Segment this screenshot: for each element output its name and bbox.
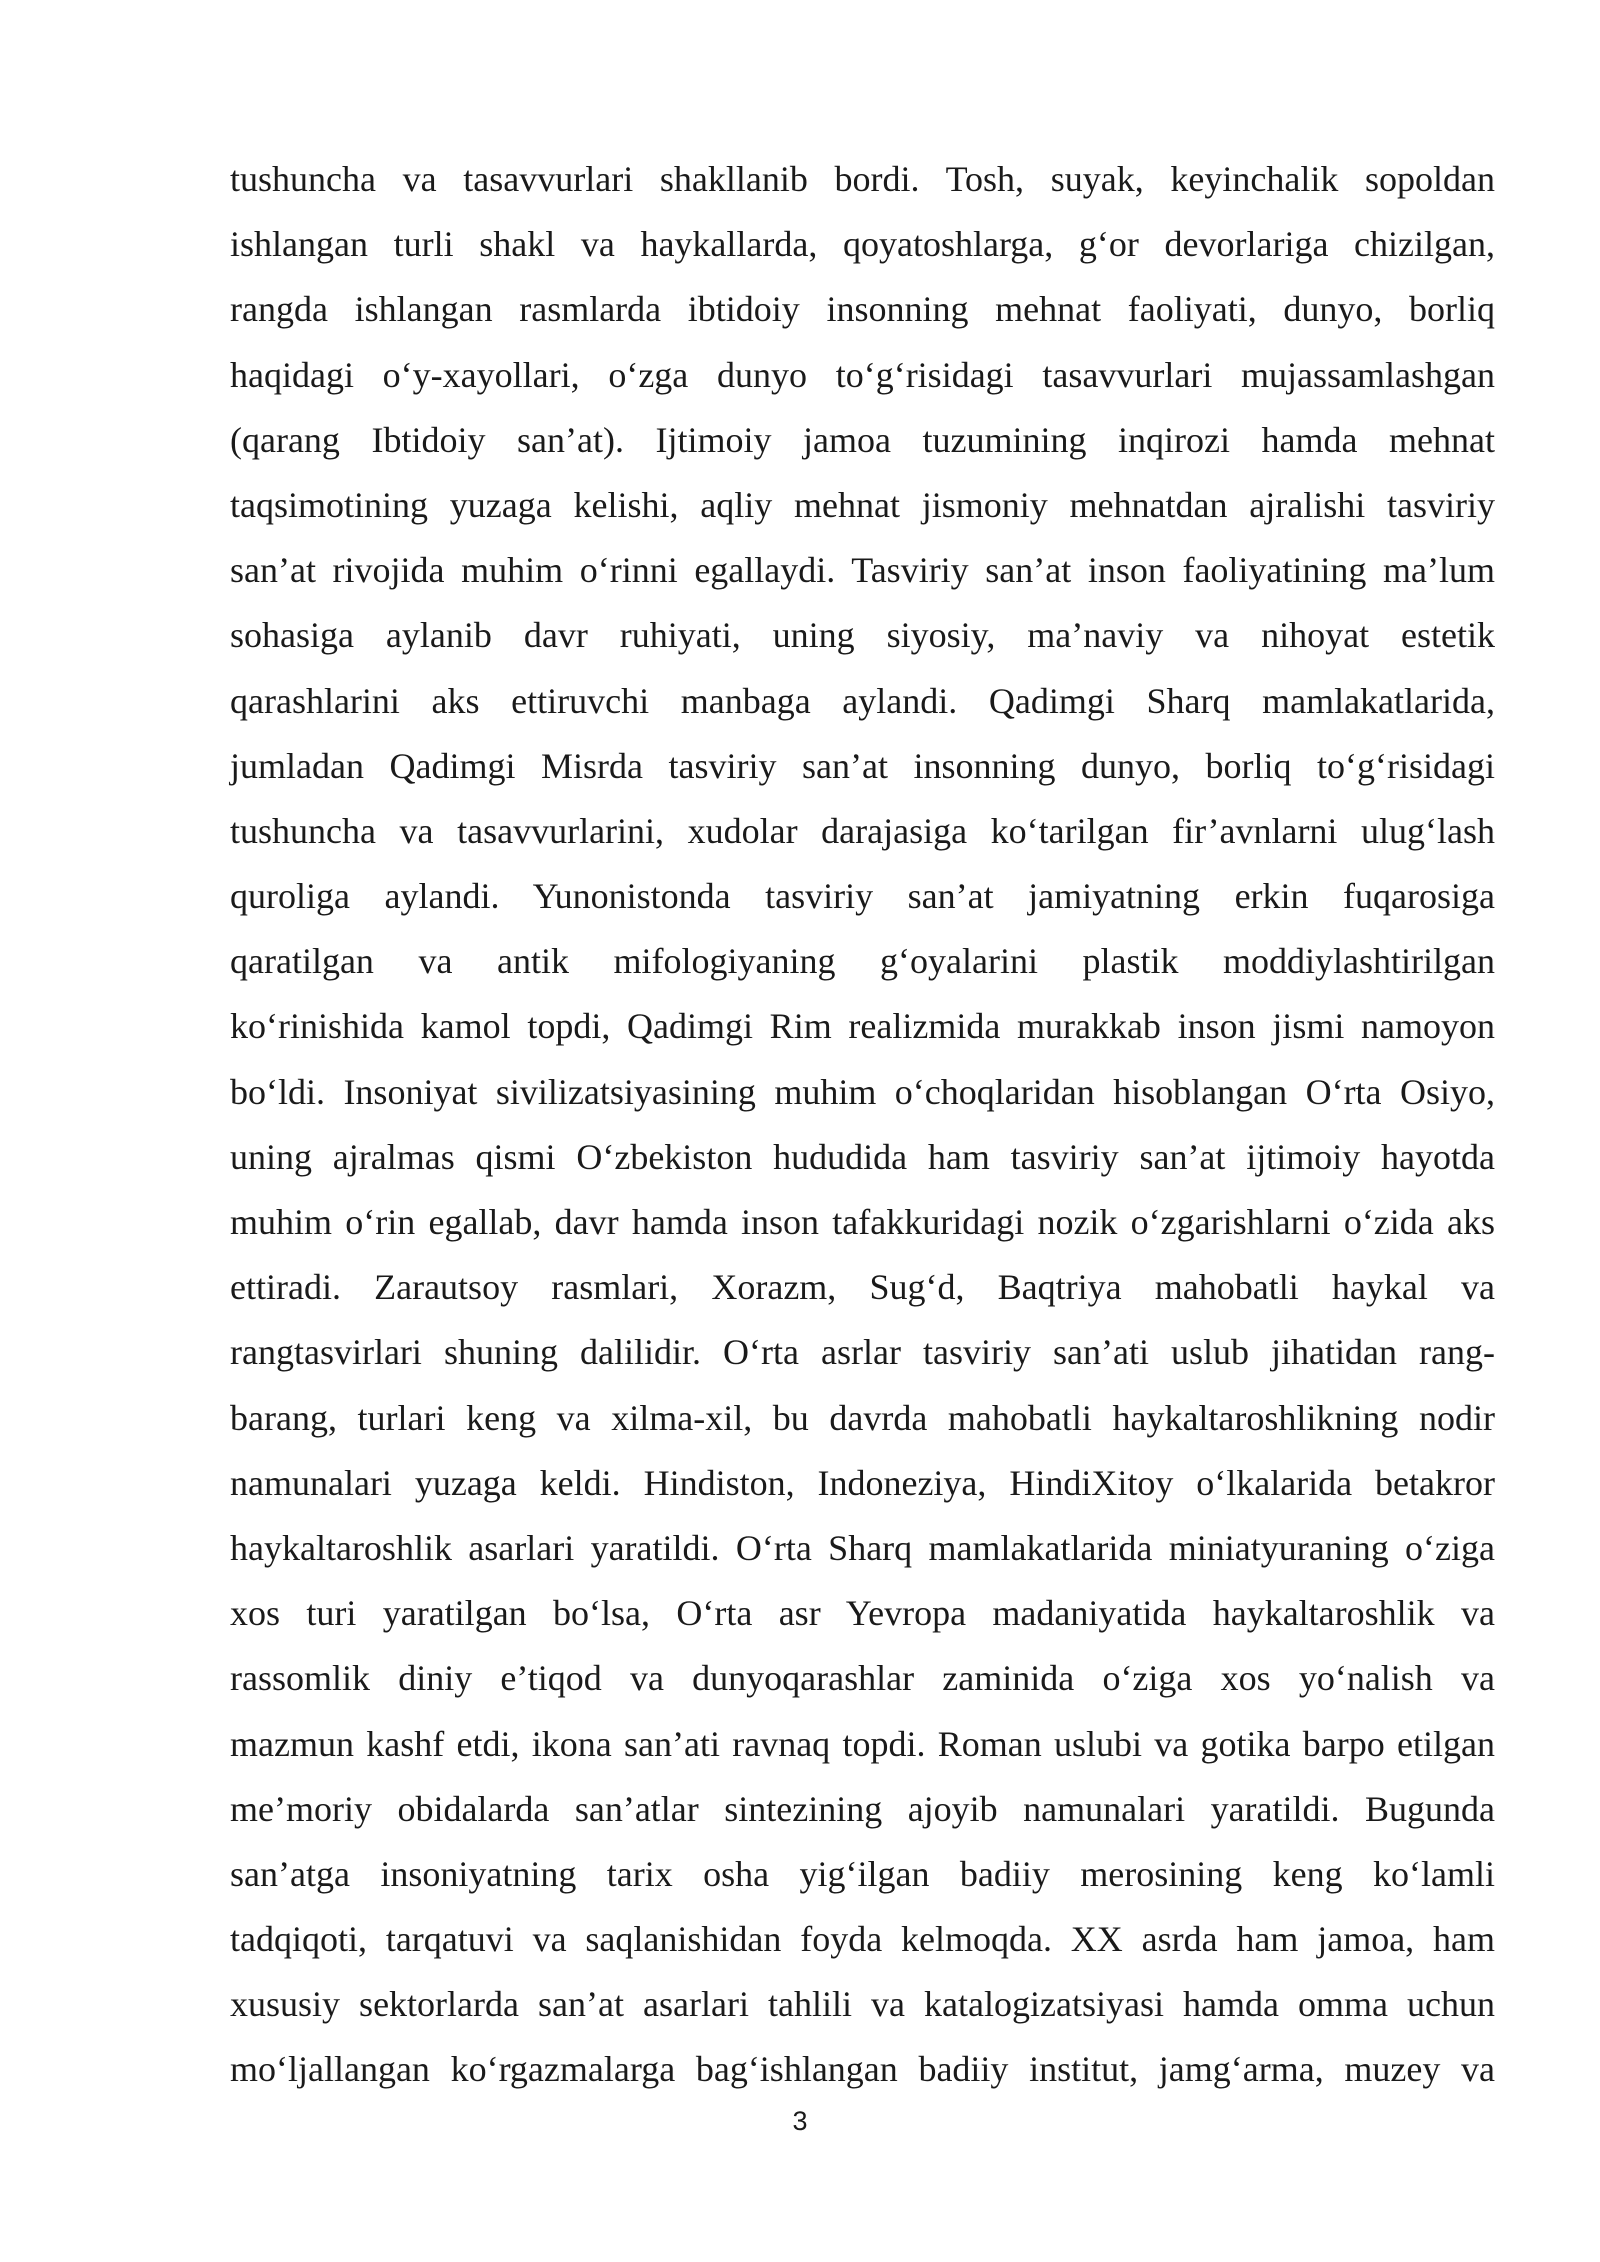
text-line: xususiy sektorlarda san’at asarlari tahlili va katalogizatsiyasi hamda omma uchun: [230, 1984, 1495, 2025]
text-line: barang, turlari keng va xilma-xil, bu davrda mahobatli haykaltaroshlikning nodir: [230, 1397, 1495, 1438]
text-line: tadqiqoti, tarqatuvi va saqlanishidan foyda kelmoqda. XX asrda ham jamoa, ham: [230, 1919, 1495, 1960]
text-line: haqidagi o‘y-xayollari, o‘zga dunyo to‘g‘risidagi tasavvurlari mujassamlashgan: [230, 354, 1495, 395]
text-line: rassomlik diniy e’tiqod va dunyoqarashlar zaminida o‘ziga xos yo‘nalish va: [230, 1658, 1495, 1699]
text-line: qaratilgan va antik mifologiyaning g‘oyalarini plastik moddiylashtirilgan: [230, 941, 1495, 982]
text-line: taqsimotining yuzaga kelishi, aqliy mehnat jismoniy mehnatdan ajralishi tasviriy: [230, 484, 1495, 525]
text-line: ettiradi. Zarautsoy rasmlari, Xorazm, Sug‘d, Baqtriya mahobatli haykal va: [230, 1267, 1495, 1308]
body-paragraph: [230, 147, 1495, 2103]
text-line: tushuncha va tasavvurlari shakllanib bordi. Tosh, suyak, keyinchalik sopoldan: [230, 159, 1495, 199]
text-line: mo‘ljallangan ko‘rgazmalarga bag‘ishlangan badiiy institut, jamg‘arma, muzey va: [230, 2049, 1495, 2090]
text-line: tushuncha va tasavvurlarini, xudolar darajasiga ko‘tarilgan fir’avnlarni ulug‘lash: [230, 810, 1495, 851]
page-number: 3: [792, 2106, 808, 2136]
text-line: (qarang Ibtidoiy san’at). Ijtimoiy jamoa tuzumining inqirozi hamda mehnat: [230, 419, 1495, 460]
text-line: xos turi yaratilgan bo‘lsa, O‘rta asr Yevropa madaniyatida haykaltaroshlik va: [230, 1593, 1495, 1634]
text-line: ishlangan turli shakl va haykallarda, qoyatoshlarga, g‘or devorlariga chizilgan,: [230, 224, 1495, 265]
text-line: mazmun kashf etdi, ikona san’ati ravnaq topdi. Roman uslubi va gotika barpo etilgan: [230, 1723, 1495, 1764]
text-line: uning ajralmas qismi O‘zbekiston hududida ham tasviriy san’at ijtimoiy hayotda: [230, 1136, 1495, 1177]
text-line: san’at rivojida muhim o‘rinni egallaydi. Tasviriy san’at inson faoliyatining ma’lum: [230, 550, 1495, 591]
text-line: haykaltaroshlik asarlari yaratildi. O‘rta Sharq mamlakatlarida miniatyuraning o‘ziga: [230, 1527, 1495, 1568]
text-line: sohasiga aylanib davr ruhiyati, uning siyosiy, ma’naviy va nihoyat estetik: [230, 615, 1495, 656]
text-line: namunalari yuzaga keldi. Hindiston, Indoneziya, HindiXitoy o‘lkalarida betakror: [230, 1462, 1495, 1503]
text-line: rangda ishlangan rasmlarda ibtidoiy insonning mehnat faoliyati, dunyo, borliq: [230, 289, 1495, 330]
text-line: rangtasvirlari shuning dalilidir. O‘rta asrlar tasviriy san’ati uslub jihatidan rang-: [230, 1332, 1495, 1373]
text-line: qarashlarini aks ettiruvchi manbaga aylandi. Qadimgi Sharq mamlakatlarida,: [230, 680, 1495, 721]
text-line: ko‘rinishida kamol topdi, Qadimgi Rim realizmida murakkab inson jismi namoyon: [230, 1006, 1495, 1047]
text-line: quroliga aylandi. Yunonistonda tasviriy san’at jamiyatning erkin fuqarosiga: [230, 876, 1495, 917]
text-line: me’moriy obidalarda san’atlar sintezining ajoyib namunalari yaratildi. Bugunda: [230, 1788, 1495, 1829]
text-line: bo‘ldi. Insoniyat sivilizatsiyasining muhim o‘choqlaridan hisoblangan O‘rta Osiyo,: [230, 1071, 1495, 1112]
text-line: muhim o‘rin egallab, davr hamda inson tafakkuridagi nozik o‘zgarishlarni o‘zida aks: [230, 1202, 1495, 1242]
text-line: jumladan Qadimgi Misrda tasviriy san’at insonning dunyo, borliq to‘g‘risidagi: [230, 745, 1495, 786]
text-line: san’atga insoniyatning tarix osha yig‘ilgan badiiy merosining keng ko‘lamli: [230, 1853, 1495, 1894]
